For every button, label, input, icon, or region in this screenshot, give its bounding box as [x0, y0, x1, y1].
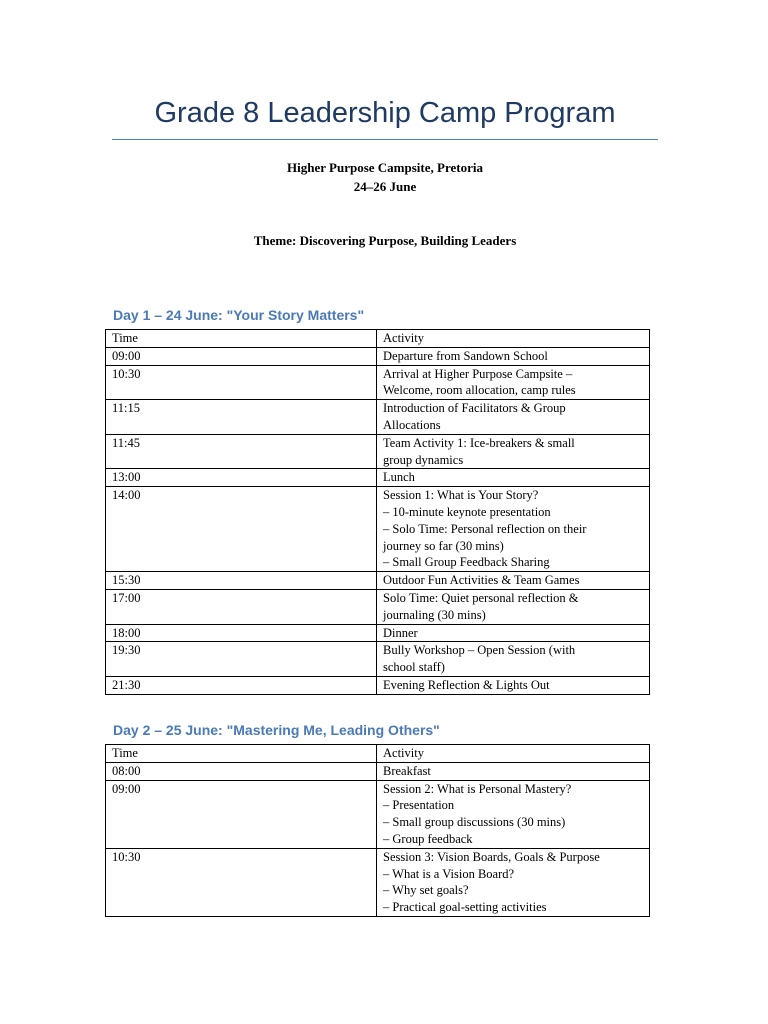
activity-line: Introduction of Facilitators & Group [383, 401, 566, 416]
activity-line: – Small group discussions (30 mins) [383, 815, 566, 830]
table-row [106, 469, 650, 487]
activity-line: Session 2: What is Personal Mastery? [383, 781, 572, 796]
table-row [106, 676, 650, 694]
time-cell: 10:30 [106, 365, 377, 400]
activity-line: journey so far (30 mins) [383, 538, 504, 553]
time-cell: 11:45 [106, 434, 377, 469]
activity-cell [377, 434, 650, 469]
time-cell: 18:00 [106, 624, 377, 642]
activity-line: Evening Reflection & Lights Out [383, 677, 550, 692]
table-row [106, 434, 650, 469]
table-row [106, 487, 650, 572]
table-row [106, 400, 650, 435]
table-row [106, 642, 650, 677]
title-divider [112, 139, 658, 140]
theme-line: Theme: Discovering Purpose, Building Leaders [253, 233, 517, 248]
document-title: Grade 8 Leadership Camp Program [154, 97, 616, 129]
time-cell: 09:00 [106, 780, 377, 848]
table-header-row [106, 745, 650, 763]
time-cell: 21:30 [106, 676, 377, 694]
column-header-activity: Activity [377, 745, 650, 763]
activity-line: Team Activity 1: Ice-breakers & small [383, 435, 575, 450]
time-cell: 08:00 [106, 762, 377, 780]
activity-cell [377, 762, 650, 780]
table-row [106, 572, 650, 590]
activity-line: Departure from Sandown School [383, 348, 548, 363]
activity-line: Bully Workshop – Open Session (with [383, 643, 576, 658]
activity-line: school staff) [383, 660, 445, 675]
activity-cell [377, 572, 650, 590]
activity-line: – 10-minute keynote presentation [383, 504, 551, 519]
activity-cell [377, 624, 650, 642]
activity-cell [377, 365, 650, 400]
activity-line: Allocations [383, 417, 441, 432]
day2-table-body [106, 745, 650, 917]
table-row [106, 780, 650, 848]
activity-line: Welcome, room allocation, camp rules [383, 383, 576, 398]
table-header-row [106, 330, 650, 348]
time-cell: 13:00 [106, 469, 377, 487]
activity-line: – What is a Vision Board? [383, 866, 515, 881]
activity-line: – Practical goal-setting activities [383, 900, 547, 915]
day2-heading: Day 2 – 25 June: "Mastering Me, Leading Others" [113, 722, 440, 738]
activity-cell [377, 589, 650, 624]
activity-line: group dynamics [383, 452, 464, 467]
activity-cell [377, 469, 650, 487]
column-header-activity: Activity [377, 330, 650, 348]
activity-cell [377, 642, 650, 677]
column-header-time: Time [106, 745, 377, 763]
activity-line: Outdoor Fun Activities & Team Games [383, 573, 580, 588]
column-header-time: Time [106, 330, 377, 348]
time-cell: 17:00 [106, 589, 377, 624]
activity-line: – Why set goals? [383, 883, 469, 898]
activity-line: – Solo Time: Personal reflection on their [383, 521, 587, 536]
time-cell: 19:30 [106, 642, 377, 677]
activity-cell [377, 780, 650, 848]
table-row [106, 347, 650, 365]
activity-line: Breakfast [383, 763, 431, 778]
activity-line: Session 3: Vision Boards, Goals & Purpose [383, 849, 600, 864]
table-row [106, 624, 650, 642]
day2-schedule-table [105, 744, 650, 917]
table-row [106, 365, 650, 400]
dates-line: 24–26 June [353, 179, 417, 194]
activity-line: – Group feedback [383, 831, 473, 846]
location-line: Higher Purpose Campsite, Pretoria [287, 160, 483, 175]
day1-table-body [106, 330, 650, 695]
activity-line: Solo Time: Quiet personal reflection & [383, 590, 579, 605]
table-row [106, 589, 650, 624]
activity-line: Dinner [383, 625, 418, 640]
activity-cell [377, 848, 650, 916]
activity-line: Session 1: What is Your Story? [383, 488, 539, 503]
activity-cell [377, 487, 650, 572]
day1-heading: Day 1 – 24 June: "Your Story Matters" [113, 307, 365, 323]
time-cell: 09:00 [106, 347, 377, 365]
time-cell: 10:30 [106, 848, 377, 916]
time-cell: 11:15 [106, 400, 377, 435]
table-row [106, 762, 650, 780]
activity-line: – Small Group Feedback Sharing [383, 555, 550, 570]
activity-cell [377, 400, 650, 435]
table-row [106, 848, 650, 916]
activity-line: Lunch [383, 470, 415, 485]
activity-cell [377, 676, 650, 694]
time-cell: 15:30 [106, 572, 377, 590]
activity-line: Arrival at Higher Purpose Campsite – [383, 366, 573, 381]
day1-schedule-table [105, 329, 650, 695]
activity-cell [377, 347, 650, 365]
activity-line: – Presentation [383, 798, 455, 813]
time-cell: 14:00 [106, 487, 377, 572]
activity-line: journaling (30 mins) [383, 607, 486, 622]
